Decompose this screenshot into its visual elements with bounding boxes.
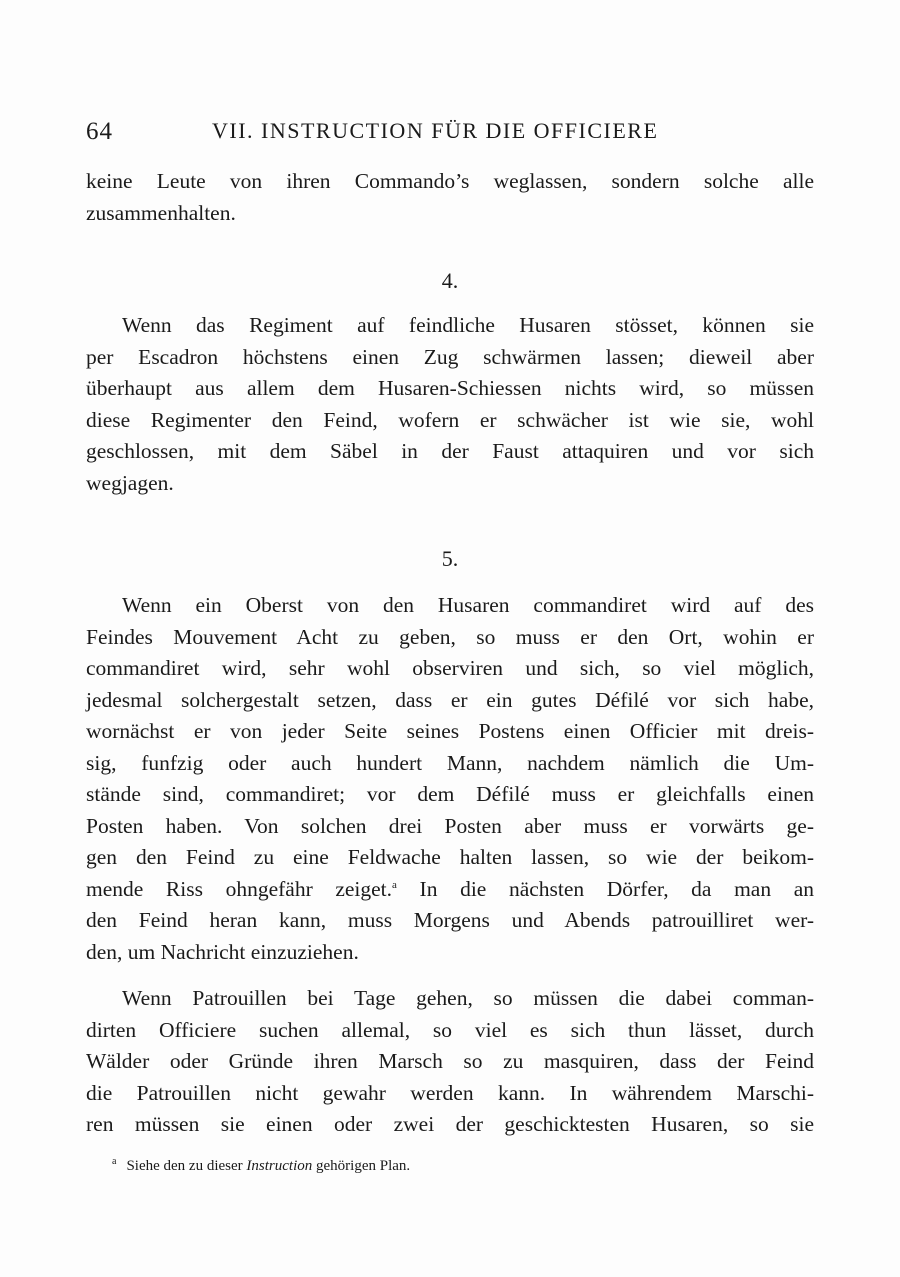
text-line: commandiret wird, sehr wohl observiren und sich, so viel möglich,	[86, 656, 814, 680]
text-line: wornächst er von jeder Seite seines Postens einen Officier mit dreis-	[86, 719, 814, 743]
text-line: die Patrouillen nicht gewahr werden kann. In währendem Marschi-	[86, 1080, 814, 1105]
text-line: den, um Nachricht einzuziehen.	[86, 939, 359, 964]
footnote-marker: a	[112, 1156, 117, 1167]
footnote	[112, 1156, 410, 1175]
text-line: ren müssen sie einen oder zwei der geschicktesten Husaren, so sie	[86, 1112, 814, 1136]
text-line: gen den Feind zu eine Feldwache halten lassen, so wie der beikom-	[86, 845, 814, 869]
text-fragment: mende Riss ohngefähr zeiget.	[86, 876, 393, 901]
paragraph-section-5b	[86, 983, 814, 1141]
text-line: geschlossen, mit dem Säbel in der Faust attaquiren und vor sich	[86, 439, 814, 463]
running-head	[86, 118, 816, 154]
chapter-title: VII. INSTRUCTION FÜR DIE OFFICIERE	[212, 118, 659, 143]
text-line: Wenn das Regiment auf feindliche Husaren stösset, können sie	[122, 313, 814, 337]
footnote-text-end: gehörigen Plan.	[316, 1158, 411, 1174]
text-line: wegjagen.	[86, 470, 174, 495]
text-line: diese Regimenter den Feind, wofern er schwächer ist wie sie, wohl	[86, 407, 814, 432]
paragraph-section-5a	[86, 590, 814, 968]
text-line: Feindes Mouvement Acht zu geben, so muss er den Ort, wohin er	[86, 624, 814, 649]
text-line: den Feind heran kann, muss Morgens und Abends patrouilliret wer-	[86, 908, 814, 932]
text-line: dirten Officiere suchen allemal, so viel es sich thun lässet, durch	[86, 1017, 814, 1042]
footnote-italic-text: Instruction	[246, 1158, 313, 1174]
text-line: Wenn Patrouillen bei Tage gehen, so müssen die dabei comman-	[122, 986, 814, 1010]
page-number: 64	[86, 118, 113, 145]
footnote-text: Siehe den zu dieser	[126, 1158, 243, 1174]
text-fragment: In die nächsten Dörfer, da man an	[419, 876, 815, 901]
paragraph-section-4	[86, 310, 814, 499]
text-line-with-footnote	[86, 874, 814, 906]
text-line: per Escadron höchstens einen Zug schwärmen lassen; dieweil aber	[86, 344, 814, 369]
section-number-4: 4.	[441, 268, 459, 293]
text-line: überhaupt aus allem dem Husaren-Schiessen nichts wird, so müssen	[86, 376, 814, 400]
text-line: Posten haben. Von solchen drei Posten aber muss er vorwärts ge-	[86, 813, 814, 838]
text-line: sig, funfzig oder auch hundert Mann, nachdem nämlich die Um-	[86, 750, 814, 775]
text-line: Wälder oder Gründe ihren Marsch so zu masquiren, dass der Feind	[86, 1049, 814, 1073]
footnote-reference[interactable]: a	[392, 878, 397, 891]
text-line: Wenn ein Oberst von den Husaren commandiret wird auf des	[122, 593, 814, 617]
section-number-5: 5.	[441, 546, 459, 571]
text-line: keine Leute von ihren Commando’s weglassen, sondern solche alle	[86, 169, 814, 193]
text-line: stände sind, commandiret; vor dem Défilé muss er gleichfalls einen	[86, 782, 814, 806]
text-line: jedesmal solchergestalt setzen, dass er ein gutes Défilé vor sich habe,	[86, 687, 814, 712]
paragraph-continuation	[86, 166, 814, 229]
text-line: zusammenhalten.	[86, 200, 236, 225]
